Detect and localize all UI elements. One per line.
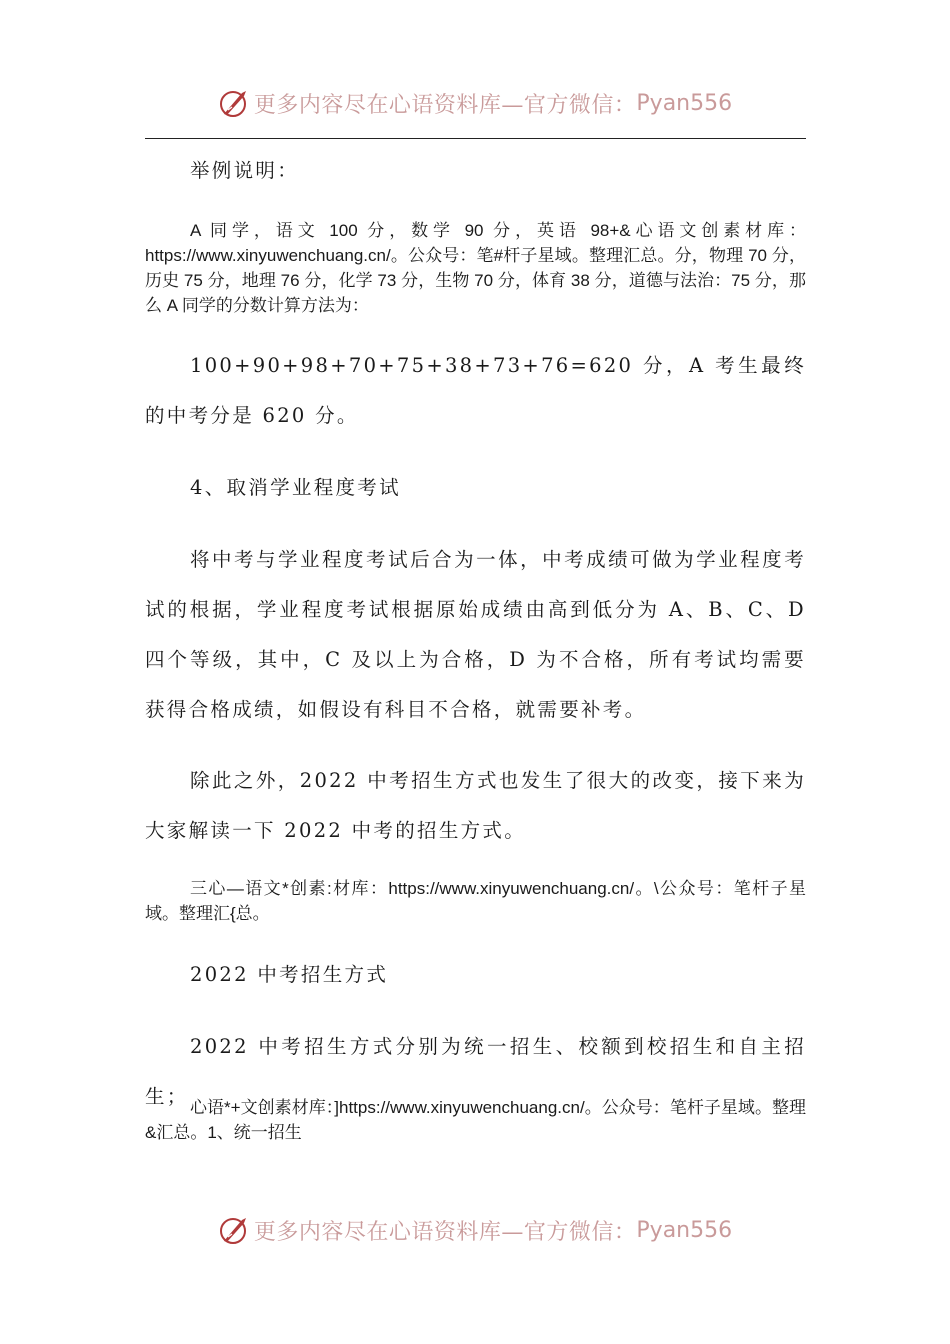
paragraph-student-scores: A 同学，语文 100 分，数学 90 分，英语 98+&心语文创素材库：https://www.xinyuwenchuang.cn/。公众号：笔#杆子星域。整理汇总。分，物理 70 分，历史 75 分，地理 76 分，化学 73 分，生物 70 分，体育 38 分，道德与法治：75 分，那么 A 同学的分数计算方法为：	[145, 221, 806, 315]
paragraph-watermark-2: 心语*+文创素材库：]https://www.xinyuwenchuang.cn/。公众号：笔杆子星域。整理&汇总。1、统一招生	[145, 1098, 806, 1142]
header-wechat-id: Pyan556	[636, 90, 733, 116]
paragraph-enrollment-intro: 除此之外，2022 中考招生方式也发生了很大的改变，接下来为大家解读一下 2022 中考的招生方式。	[145, 769, 806, 842]
header-banner	[0, 83, 950, 123]
paragraph-example-heading: 举例说明：	[190, 159, 300, 182]
header-brand-text: 更多内容尽在心语资料库—官方微信：	[253, 92, 637, 118]
header-divider	[145, 138, 806, 139]
paragraph-enrollment-methods: 2022 中考招生方式分别为统一招生、校额到校招生和自主招生；	[145, 1035, 806, 1108]
section-heading-cancel-exam: 4、取消学业程度考试	[190, 476, 401, 499]
footer-wechat-id: Pyan556	[636, 1217, 733, 1243]
footer-brand-text: 更多内容尽在心语资料库—官方微信：	[253, 1219, 637, 1245]
section-heading-enrollment: 2022 中考招生方式	[190, 963, 389, 986]
paragraph-exam-merge: 将中考与学业程度考试后合为一体，中考成绩可做为学业程度考试的根据，学业程度考试根据原始成绩由高到低分为 A、B、C、D 四个等级，其中，C 及以上为合格，D 为不合格，所有考试均需要获得合格成绩，如假设有科目不合格，就需要补考。	[145, 548, 806, 721]
quill-pen-logo-icon	[218, 1214, 250, 1246]
quill-pen-logo-icon	[218, 87, 250, 119]
paragraph-watermark-1: 三心—语文*创素:材库：https://www.xinyuwenchuang.cn/。\公众号：笔杆子星域。整理汇{总。	[145, 879, 806, 923]
paragraph-score-calculation: 100+90+98+70+75+38+73+76=620 分，A 考生最终的中考分是 620 分。	[145, 354, 806, 427]
footer-banner	[0, 1210, 950, 1250]
